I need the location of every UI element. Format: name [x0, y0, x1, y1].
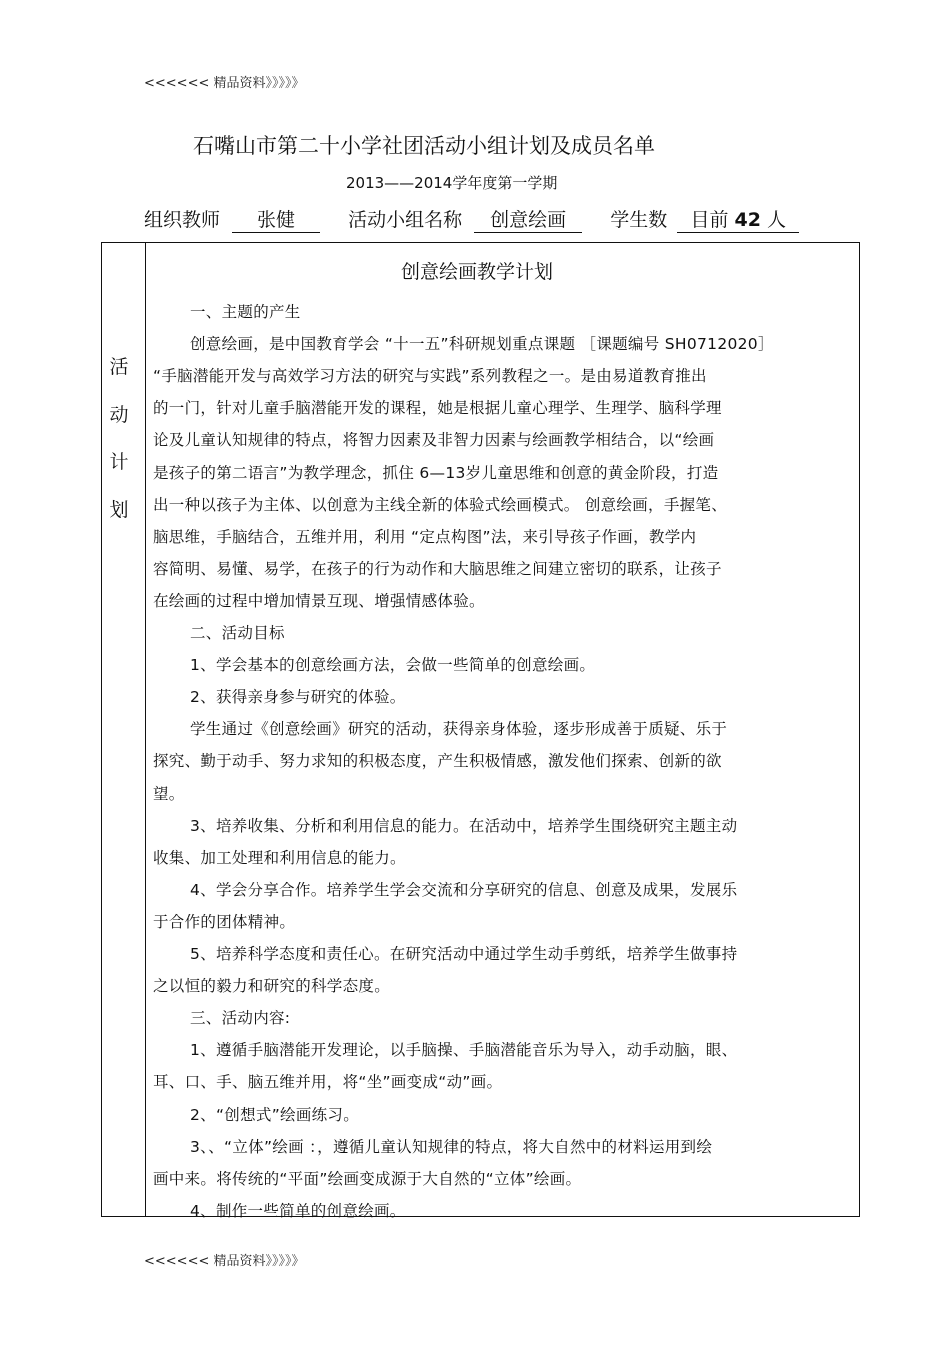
group-label: 活动小组名称	[348, 209, 463, 231]
students-count: 42	[734, 209, 761, 231]
plan-line: 学生通过《创意绘画》研究的活动，获得亲身体验，逐步形成善于质疑、乐于	[190, 720, 728, 739]
table-column-divider	[145, 242, 146, 1217]
page-footer: <<<<<< 精品资料》》》》》	[144, 1254, 305, 1269]
plan-line: 创意绘画，是中国教育学会 “十一五”科研规划重点课题 ［课题编号 SH0712020］	[190, 335, 774, 354]
page-header: <<<<<< 精品资料》》》》》	[144, 76, 305, 91]
students-label: 学生数	[610, 209, 668, 231]
plan-title: 创意绘画教学计划	[401, 261, 554, 283]
plan-line: 在绘画的过程中增加情景互现、增强情感体验。	[153, 591, 485, 610]
plan-line: 1、遵循手脑潜能开发理论，以手脑操、手脑潜能音乐为导入，动手动脑，眼、	[190, 1041, 738, 1060]
plan-line: 耳、口、手、脑五维并用，将“坐”画变成“动”画。	[153, 1073, 503, 1092]
plan-line: “手脑潜能开发与高效学习方法的研究与实践”系列教程之一。是由易道教育推出	[153, 367, 707, 386]
plan-line: 三、活动内容:	[190, 1009, 291, 1028]
plan-line: 3、、“立体”绘画 ：，遵循儿童认知规律的特点，将大自然中的材料运用到绘	[190, 1137, 713, 1156]
side-label-char: 活	[109, 356, 129, 378]
plan-line: 2、“创想式”绘画练习。	[190, 1105, 360, 1124]
students-prefix: 目前	[690, 209, 729, 231]
group-value: 创意绘画	[474, 205, 582, 233]
teacher-value: 张健	[232, 205, 320, 233]
plan-line: 画中来。将传统的“平面”绘画变成源于大自然的“立体”绘画。	[153, 1169, 582, 1188]
document-title: 石嘴山市第二十小学社团活动小组计划及成员名单	[193, 134, 655, 158]
plan-line: 5、培养科学态度和责任心。在研究活动中通过学生动手剪纸，培养学生做事持	[190, 945, 738, 963]
side-label	[108, 352, 130, 542]
plan-line: 3、培养收集、分析和利用信息的能力。在活动中，培养学生围绕研究主题主动	[190, 816, 738, 835]
teacher-label: 组织教师	[144, 209, 221, 231]
plan-line: 论及儿童认知规律的特点，将智力因素及非智力因素与绘画教学相结合，以“绘画	[153, 431, 715, 450]
plan-line: 脑思维，手脑结合，五维并用，利用 “定点构图”法，来引导孩子作画，教学内	[153, 527, 697, 546]
plan-line: 探究、勤于动手、努力求知的积极态度，产生积极情感，激发他们探索、创新的欲	[153, 752, 722, 771]
plan-line: 一、主题的产生	[190, 303, 301, 321]
side-label-char: 计	[109, 451, 129, 473]
plan-line: 于合作的团体精神。	[153, 912, 296, 931]
plan-line: 2、获得亲身参与研究的体验。	[190, 688, 406, 707]
plan-line: 容简明、易懂、易学，在孩子的行为动作和大脑思维之间建立密切的联系，让孩子	[153, 559, 722, 578]
plan-line: 4、学会分享合作。培养学生学会交流和分享研究的信息、创意及成果，发展乐	[190, 880, 738, 899]
plan-line: 收集、加工处理和利用信息的能力。	[153, 848, 406, 867]
plan-line: 二、活动目标	[190, 624, 285, 642]
plan-line: 1、学会基本的创意绘画方法，会做一些简单的创意绘画。	[190, 656, 596, 675]
plan-line: 是孩子的第二语言”为教学理念，抓住 6—13岁儿童思维和创意的黄金阶段，打造	[153, 463, 719, 482]
plan-line: 4、制作一些简单的创意绘画。	[190, 1201, 406, 1220]
students-unit: 人	[767, 209, 787, 231]
plan-line: 之以恒的毅力和研究的科学态度。	[153, 977, 391, 996]
side-label-char: 划	[109, 498, 129, 521]
plan-line: 的一门，针对儿童手脑潜能开发的课程，她是根据儿童心理学、生理学、脑科学理	[153, 399, 722, 418]
plan-line: 出一种以孩子为主体、以创意为主线全新的体验式绘画模式。 创意绘画，手握笔、	[153, 495, 728, 514]
plan-line: 望。	[153, 784, 185, 803]
info-row	[144, 205, 799, 233]
school-year: 2013——2014学年度第一学期	[346, 174, 558, 192]
students-value	[677, 205, 799, 233]
side-label-char: 动	[109, 403, 129, 426]
